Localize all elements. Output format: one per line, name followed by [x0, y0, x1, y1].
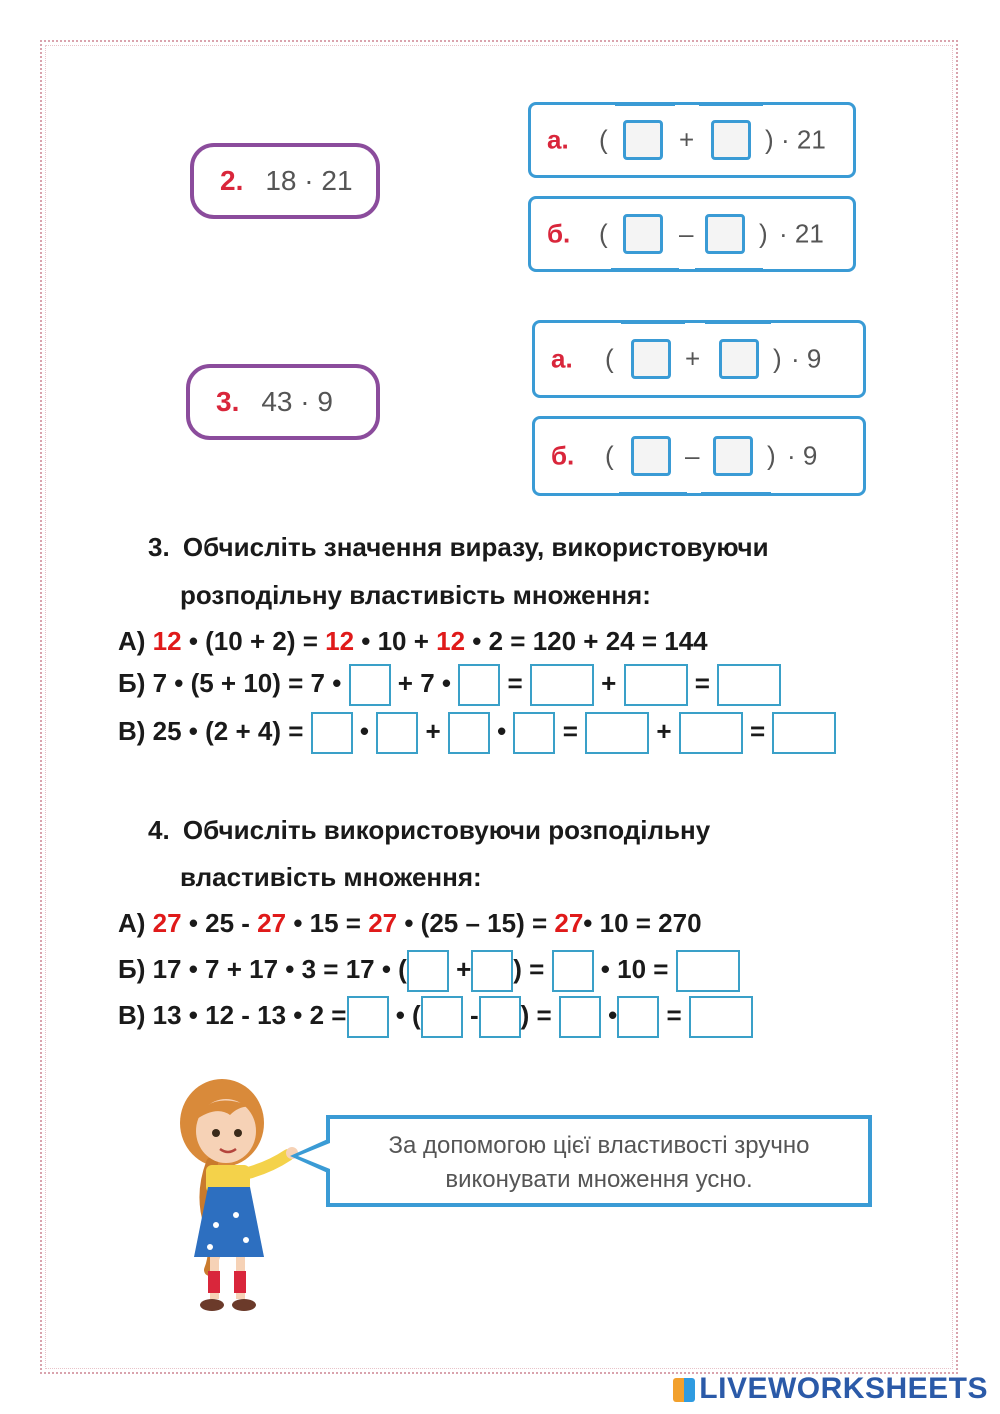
text-part: ) =	[520, 999, 552, 1030]
text-part: =	[666, 999, 682, 1030]
example-2-expression: 18 · 21	[265, 165, 353, 196]
answer-box[interactable]	[471, 950, 513, 992]
red-number: 12	[325, 626, 355, 656]
task-4-title-text: Обчисліть використовуючи розподільну	[182, 815, 711, 845]
answer-box[interactable]	[479, 996, 521, 1038]
plus-sign: +	[679, 124, 695, 155]
minus-sign: –	[679, 218, 694, 249]
text-part: + 7 •	[397, 667, 451, 698]
girl-illustration	[160, 1075, 310, 1325]
text-part: +	[425, 715, 441, 746]
example-2a-letter: a.	[547, 124, 569, 155]
answer-box[interactable]	[407, 950, 449, 992]
example-3b-tail: · 9	[787, 440, 818, 471]
text-part: • 25 -	[181, 908, 258, 938]
decor-bar	[615, 102, 675, 106]
decor-bar	[619, 492, 687, 496]
paren-open: (	[605, 440, 614, 471]
task-3-line-b	[118, 664, 781, 706]
text-part: +	[456, 953, 472, 984]
answer-box[interactable]	[311, 712, 353, 754]
task-3-line-a	[118, 626, 708, 657]
answer-box[interactable]	[772, 712, 836, 754]
text-part: •	[359, 715, 369, 746]
red-number: 27	[257, 908, 287, 938]
task-3-number: 3.	[148, 532, 170, 562]
task-3-title-text: Обчисліть значення виразу, використовуючи	[182, 532, 769, 562]
decor-bar	[621, 320, 685, 324]
answer-box[interactable]	[458, 664, 500, 706]
answer-box[interactable]	[676, 950, 740, 992]
answer-box[interactable]	[513, 712, 555, 754]
example-3b-box	[532, 416, 866, 496]
decor-bar	[611, 268, 679, 272]
task-4-line-a	[118, 908, 702, 939]
example-2a-box	[528, 102, 856, 178]
example-3b-slot-2[interactable]	[713, 436, 753, 476]
example-2b-letter: б.	[547, 218, 571, 249]
answer-box[interactable]	[349, 664, 391, 706]
task-3-title-line-1	[148, 532, 769, 563]
speech-bubble-line-2: виконувати множення усно.	[445, 1166, 753, 1193]
text-part: • (	[395, 999, 421, 1030]
answer-box[interactable]	[421, 996, 463, 1038]
example-3b-letter: б.	[551, 440, 575, 471]
example-2b-tail: · 21	[779, 218, 824, 249]
task-4-title-line-1	[148, 815, 710, 846]
text-part: • 15 =	[286, 908, 369, 938]
text-part: • (10 + 2) =	[181, 626, 326, 656]
red-number: 12	[436, 626, 466, 656]
plus-sign: +	[685, 343, 701, 374]
example-3a-letter: a.	[551, 343, 573, 374]
text-part: =	[750, 715, 766, 746]
decor-bar	[699, 102, 763, 106]
text-part: В) 13 • 12 - 13 • 2 =	[118, 999, 347, 1030]
example-3-pill	[186, 364, 380, 440]
answer-box[interactable]	[559, 996, 601, 1038]
paren-close: )	[759, 218, 768, 249]
task-3-line-c	[118, 712, 836, 754]
decor-bar	[695, 268, 763, 272]
example-2a-slot-1[interactable]	[623, 120, 663, 160]
red-number: 27	[368, 908, 398, 938]
task-4-title-line-2: властивість множення:	[180, 862, 482, 892]
text-part: =	[507, 667, 523, 698]
example-2-pill	[190, 143, 380, 219]
decor-bar	[701, 492, 771, 496]
example-2-number: 2.	[220, 165, 244, 196]
text-part: • (25 – 15) =	[397, 908, 555, 938]
red-number: 27	[152, 908, 182, 938]
text-part: • 10 =	[600, 953, 669, 984]
example-3a-tail: · 9	[791, 343, 822, 374]
text-part: -	[469, 999, 479, 1030]
liveworksheets-logo-icon	[673, 1378, 695, 1402]
paren-open: (	[599, 124, 608, 155]
task-4-line-c	[118, 996, 753, 1038]
text-part: Б) 7 • (5 + 10) = 7 •	[118, 667, 342, 698]
answer-box[interactable]	[717, 664, 781, 706]
example-3-expression: 43 · 9	[261, 386, 333, 417]
paren-close: )	[767, 440, 776, 471]
text-part: Б) 17 • 7 + 17 • 3 = 17 • (	[118, 953, 407, 984]
text-part: +	[601, 667, 617, 698]
minus-sign: –	[685, 440, 700, 471]
answer-box[interactable]	[617, 996, 659, 1038]
answer-box[interactable]	[552, 950, 594, 992]
speech-bubble-line-1: За допомогою цієї властивості зручно	[388, 1132, 810, 1159]
paren-close: )	[773, 343, 782, 374]
text-part: +	[656, 715, 672, 746]
example-3-number: 3.	[216, 386, 240, 417]
red-number: 12	[152, 626, 182, 656]
liveworksheets-logo	[673, 1372, 988, 1406]
answer-box[interactable]	[376, 712, 418, 754]
text-part: В) 25 • (2 + 4) =	[118, 715, 304, 746]
example-3a-slot-1[interactable]	[631, 339, 671, 379]
text-part: ) =	[513, 953, 545, 984]
answer-box[interactable]	[624, 664, 688, 706]
line-label: А)	[118, 626, 153, 656]
text-part: •	[497, 715, 507, 746]
speech-bubble	[326, 1115, 872, 1207]
example-2a-tail: · 21	[781, 124, 826, 155]
red-number: 27	[554, 908, 584, 938]
text-part: • 2 = 120 + 24 = 144	[465, 626, 708, 656]
text-part: =	[694, 667, 710, 698]
line-label: А)	[118, 908, 153, 938]
text-part: • 10 +	[354, 626, 437, 656]
speech-bubble-tail-inner	[298, 1143, 330, 1169]
example-2b-slot-1[interactable]	[623, 214, 663, 254]
paren-open: (	[599, 218, 608, 249]
decor-bar	[705, 320, 771, 324]
example-3a-box	[532, 320, 866, 398]
text-part: •	[608, 999, 618, 1030]
answer-box[interactable]	[448, 712, 490, 754]
paren-open: (	[605, 343, 614, 374]
task-4-number: 4.	[148, 815, 170, 845]
task-3-title-line-2: розподільну властивість множення:	[180, 580, 651, 610]
example-2a-slot-2[interactable]	[711, 120, 751, 160]
text-part: • 10 = 270	[583, 908, 702, 938]
paren-close: )	[765, 124, 774, 155]
text-part: =	[562, 715, 578, 746]
answer-box[interactable]	[347, 996, 389, 1038]
example-2b-box	[528, 196, 856, 272]
answer-box[interactable]	[689, 996, 753, 1038]
answer-box[interactable]	[679, 712, 743, 754]
example-3a-slot-2[interactable]	[719, 339, 759, 379]
answer-box[interactable]	[585, 712, 649, 754]
task-4-line-b	[118, 950, 740, 992]
answer-box[interactable]	[530, 664, 594, 706]
example-3b-slot-1[interactable]	[631, 436, 671, 476]
logo-text: LIVEWORKSHEETS	[699, 1372, 988, 1405]
example-2b-slot-2[interactable]	[705, 214, 745, 254]
